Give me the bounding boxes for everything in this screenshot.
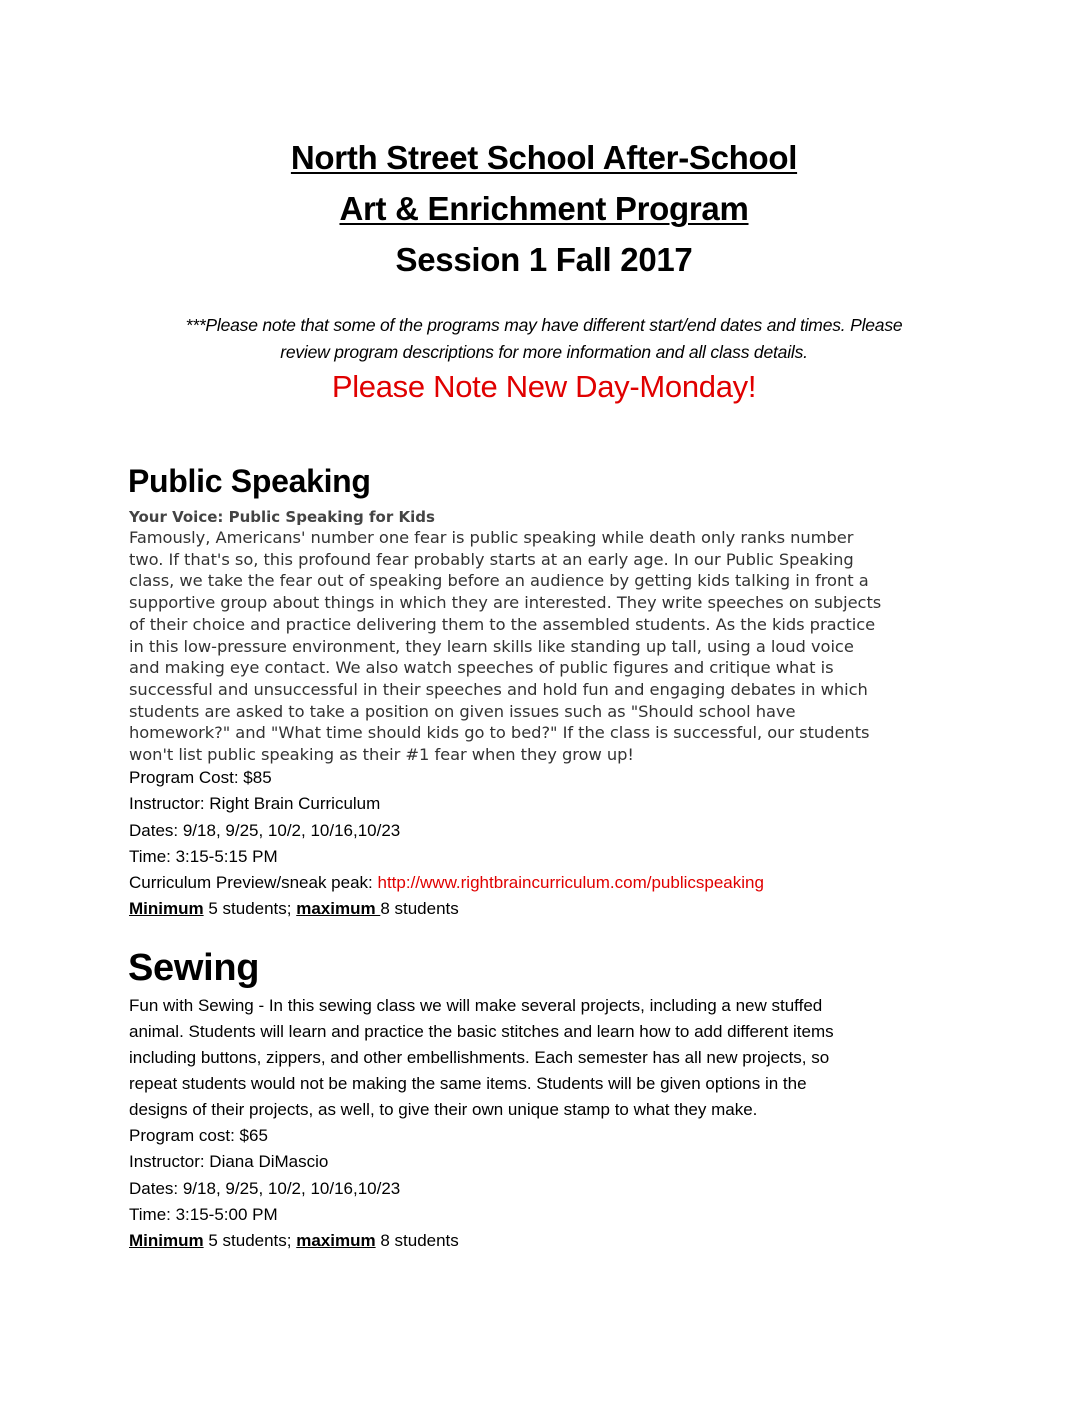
description-line: class, we take the fear out of speaking before an audience by getting kids talking in front a: [129, 571, 869, 591]
minimum-label: Minimum: [129, 899, 204, 919]
page-title-line1: North Street School After-School: [290, 139, 798, 176]
description-line: designs of their projects, as well, to give their own unique stamp to what they make.: [129, 1100, 758, 1120]
program-cost: Program cost: $65: [129, 1126, 268, 1145]
public-speaking-details: [129, 765, 764, 923]
description-line: Famously, Americans' number one fear is public speaking while death only ranks number: [129, 528, 854, 547]
program-note: [70, 312, 1018, 366]
page-title-line3: Session 1 Fall 2017: [395, 241, 693, 278]
minimum-text: 5 students;: [203, 1231, 297, 1251]
description-line: successful and unsuccessful in their speeches and hold fun and engaging debates in which: [129, 679, 868, 699]
class-time: Time: 3:15-5:00 PM: [129, 1204, 278, 1224]
sewing-details: [129, 1123, 459, 1254]
maximum-text: 8 students: [375, 1231, 459, 1251]
description-line: Fun with Sewing - In this sewing class we will make several projects, including a new stuffed: [129, 996, 823, 1015]
description-line: including buttons, zippers, and other embellishments. Each semester has all new projects, so: [129, 1048, 830, 1068]
curriculum-preview-label: Curriculum Preview/sneak peak:: [129, 873, 378, 893]
description-line: supportive group about things in which they are interested. They write speeches on subjects: [129, 593, 882, 613]
description-line: in this low-pressure environment, they learn skills like standing up tall, using a loud voice: [129, 636, 854, 656]
maximum-text: 8 students: [380, 899, 459, 919]
sewing-heading: Sewing: [128, 947, 260, 989]
class-time: Time: 3:15-5:15 PM: [129, 846, 278, 866]
description-line: won't list public speaking as their #1 fear when they grow up!: [129, 745, 634, 765]
public-speaking-description: [129, 527, 969, 766]
enrollment-limits: [129, 896, 764, 922]
class-dates: Dates: 9/18, 9/25, 10/2, 10/16,10/23: [129, 820, 401, 840]
class-dates: Dates: 9/18, 9/25, 10/2, 10/16,10/23: [129, 1178, 401, 1198]
description-line: repeat students would not be making the same items. Students will be given options in the: [129, 1074, 807, 1094]
minimum-text: 5 students;: [203, 899, 297, 919]
minimum-label: Minimum: [129, 1231, 204, 1251]
public-speaking-heading: Public Speaking: [128, 463, 371, 499]
description-line: animal. Students will learn and practice the basic stitches and learn how to add different items: [129, 1022, 834, 1042]
curriculum-preview: [129, 870, 764, 896]
program-cost: Program Cost: $85: [129, 768, 272, 787]
instructor: Instructor: Right Brain Curriculum: [129, 794, 381, 814]
program-note-line1: ***Please note that some of the programs may have different start/end dates and times. Please: [185, 315, 903, 335]
new-day-notice: Please Note New Day-Monday!: [331, 369, 757, 404]
instructor: Instructor: Diana DiMascio: [129, 1152, 329, 1172]
description-line: and making eye contact. We also watch speeches of public figures and critique what is: [129, 658, 834, 678]
description-line: students are asked to take a position on given issues such as "Should school have: [129, 701, 796, 721]
maximum-label: maximum: [296, 899, 381, 919]
program-note-line2: review program descriptions for more information and all class details.: [280, 342, 808, 362]
page-title-line2: Art & Enrichment Program: [339, 190, 749, 227]
public-speaking-subheading: Your Voice: Public Speaking for Kids: [129, 508, 435, 526]
sewing-description: [129, 993, 1029, 1123]
curriculum-preview-link[interactable]: http://www.rightbraincurriculum.com/publicspeaking: [377, 873, 764, 893]
enrollment-limits: [129, 1228, 459, 1254]
maximum-label: maximum: [296, 1231, 376, 1251]
description-line: two. If that's so, this profound fear probably starts at an early age. In our Public Speaking: [129, 549, 854, 569]
description-line: of their choice and practice delivering them to the assembled students. As the kids practice: [129, 614, 876, 634]
description-line: homework?" and "What time should kids go to bed?" If the class is successful, our students: [129, 723, 870, 743]
